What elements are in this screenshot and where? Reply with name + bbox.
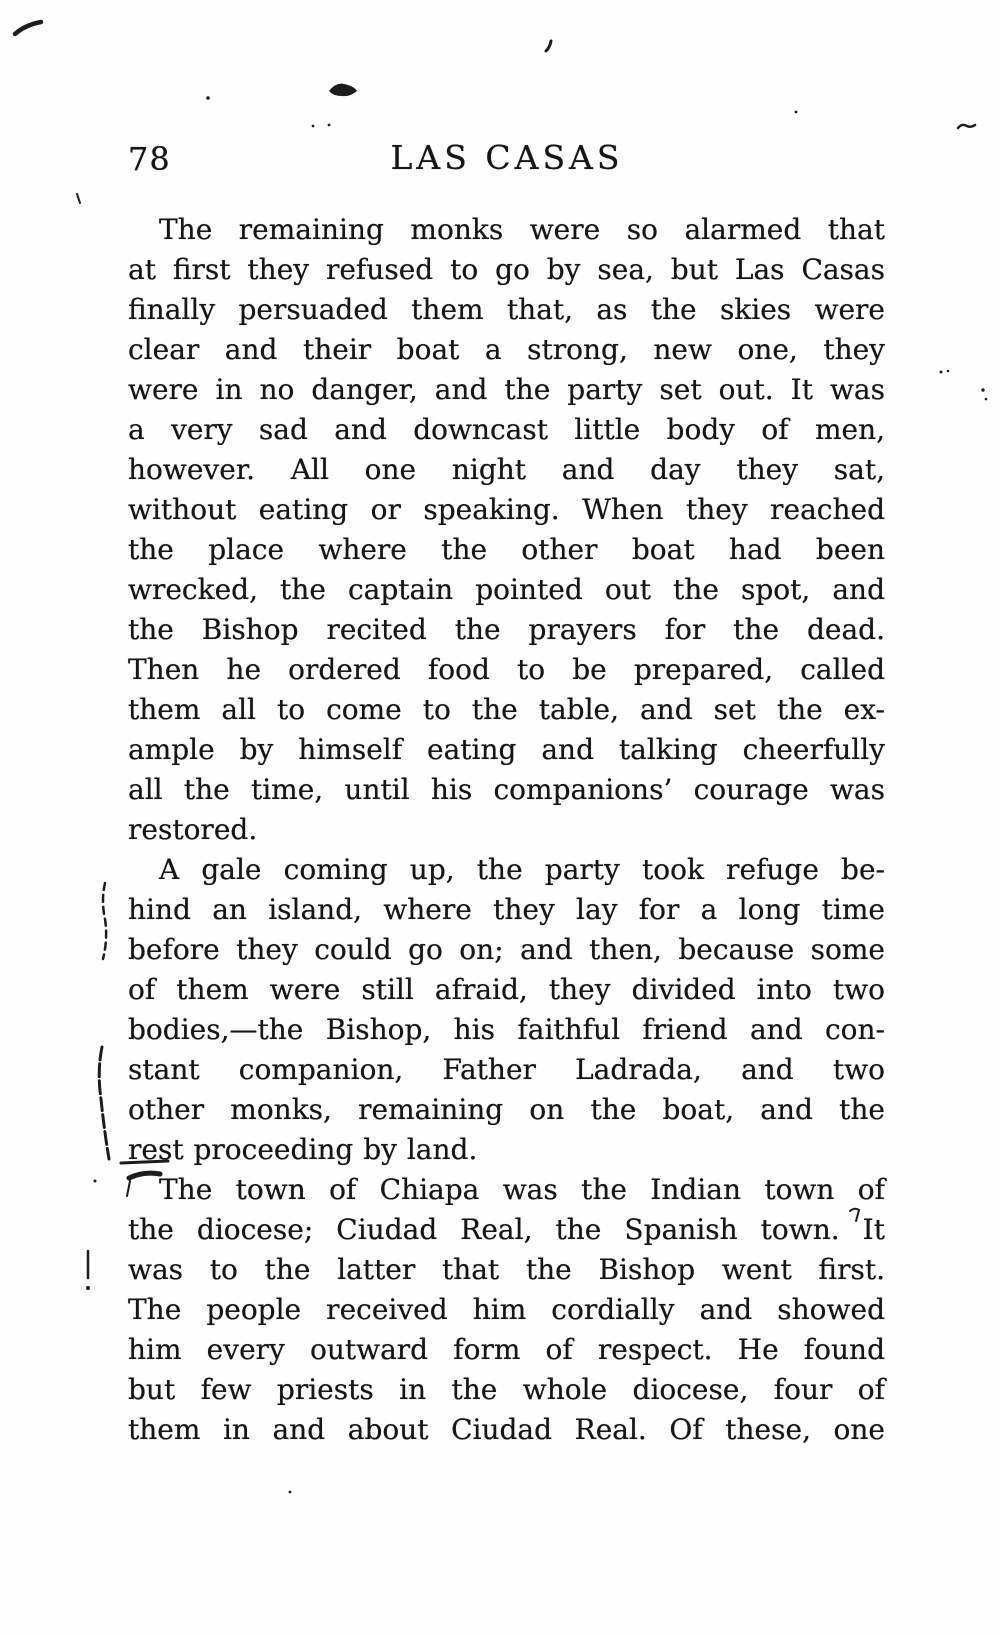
page-title: LAS CASAS [390,138,624,177]
text-line: hind an island, where they lay for a long time [128,893,885,926]
text-line: but few priests in the whole diocese, four of [128,1373,885,1406]
text-line: a very sad and downcast little body of men, [128,413,885,446]
text-line: stant companion, Father Ladrada, and two [128,1053,885,1086]
text-line: bodies,—the Bishop, his faithful friend and con- [128,1013,885,1046]
text-line: of them were still afraid, they divided into two [128,973,885,1006]
text-line: all the time, until his companions’ courage was [128,773,885,806]
page-number: 78 [128,140,171,178]
tilde-mark-icon [958,125,975,128]
text-line: finally persuaded them that, as the skies were [128,293,885,326]
text-line: was to the latter that the Bishop went first. [128,1253,885,1286]
pen-stroke-icon [15,22,41,34]
text-line: clear and their boat a strong, new one, they [128,333,885,366]
text-line: wrecked, the captain pointed out the spot, and [128,573,885,606]
text-line: before they could go on; and then, because some [128,933,885,966]
text-line: them in and about Ciudad Real. Of these, one [128,1413,885,1446]
text-line: restored. [128,813,258,846]
text-line: him every outward form of respect. He found [128,1333,885,1366]
text-line: however. All one night and day they sat, [128,453,885,486]
text-line: The town of Chiapa was the Indian town of [159,1173,885,1206]
pencil-margin-line-icon [99,1047,109,1159]
text-line: rest proceeding by land. [128,1133,478,1166]
pencil-margin-line-icon [103,883,106,959]
margin-tick-icon [77,194,80,203]
paragraph-2 [128,850,885,1170]
apostrophe-mark-icon [546,41,551,51]
text-line: ample by himself eating and talking cheerfully [128,733,885,766]
text-line: The people received him cordially and showed [128,1293,885,1326]
text-line: the place where the other boat had been [128,533,885,566]
paragraph-3 [128,1170,885,1450]
text-line: without eating or speaking. When they reached [128,493,885,526]
text-line: A gale coming up, the party took refuge be- [159,853,885,886]
text-line: other monks, remaining on the boat, and the [128,1093,885,1126]
text-line: The remaining monks were so alarmed that [159,213,885,246]
paragraph-1 [128,210,885,850]
text-line: them all to come to the table, and set the ex- [128,693,885,726]
exclamation-mark-icon [86,1251,90,1290]
text-line: Then he ordered food to be prepared, called [128,653,885,686]
text-line: the diocese; Ciudad Real, the Spanish town. It [128,1213,885,1246]
body-text [128,210,885,1450]
text-line: the Bishop recited the prayers for the dead. [128,613,885,646]
text-line: were in no danger, and the party set out. It was [128,373,885,406]
ink-blob-icon [329,84,357,97]
running-head [128,138,886,178]
text-line: at first they refused to go by sea, but Las Casas [128,253,885,286]
